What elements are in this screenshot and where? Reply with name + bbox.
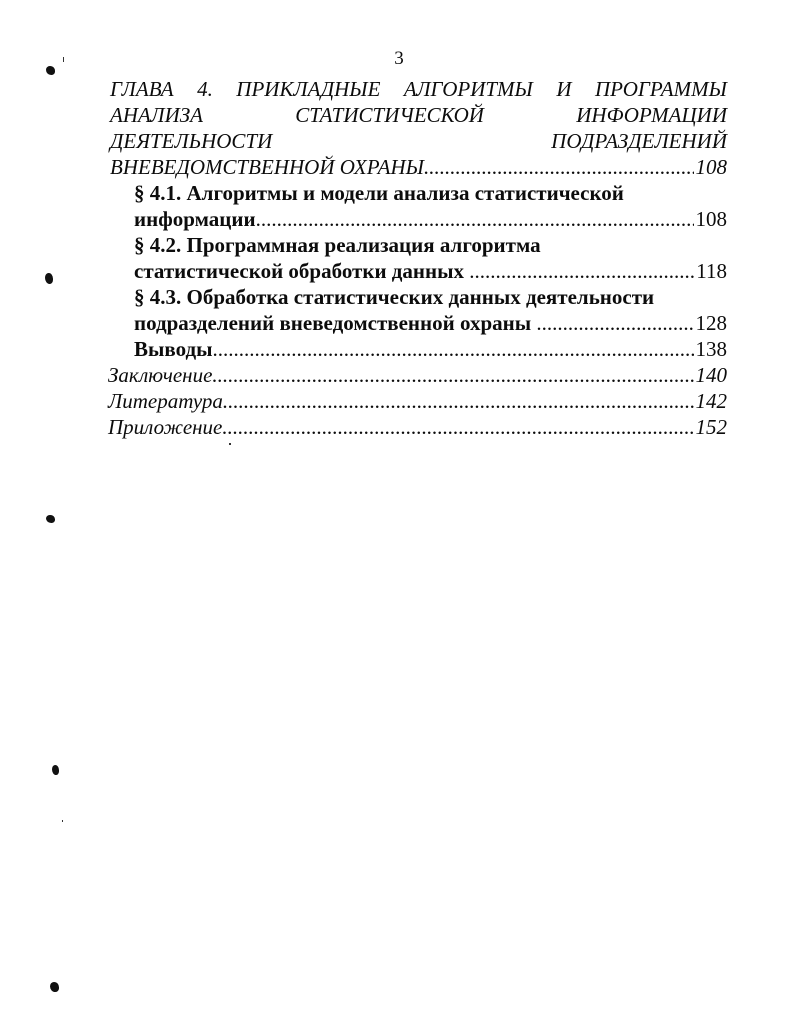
scan-speck [46,515,55,523]
section-4-2-entry[interactable] [110,258,727,284]
heading-word: ИНФОРМАЦИИ [576,103,727,127]
heading-word: АНАЛИЗА [110,103,204,127]
dot-leader [536,310,693,336]
heading-word: И [556,77,572,101]
heading-word: ДЕЯТЕЛЬНОСТИ [110,129,273,153]
scan-speck [52,765,59,775]
scan-speck [62,820,63,822]
dot-leader [213,336,694,362]
chapter-heading-line-2 [110,102,727,128]
section-4-1-title: § 4.1. Алгоритмы и модели анализа статистической [134,181,624,205]
section-4-2-title: § 4.2. Программная реализация алгоритма [134,233,541,257]
heading-word: СТАТИСТИЧЕСКОЙ [295,103,484,127]
literature-title: Литература [108,389,223,413]
section-4-3-page: 128 [695,311,727,335]
page-number: 3 [394,48,404,69]
chapter-heading-line-3 [110,128,727,154]
section-4-1-page: 108 [695,207,727,231]
heading-word: ГЛАВА [110,77,174,101]
chapter-entry[interactable] [110,154,727,180]
conclusion-page: 140 [695,363,727,387]
scan-speck [229,443,231,445]
dot-leader [424,154,694,180]
appendix-entry[interactable] [108,414,727,440]
literature-entry[interactable] [108,388,727,414]
dot-leader [223,388,694,414]
scan-speck [45,273,53,284]
literature-page: 142 [695,389,727,413]
conclusion-entry[interactable] [108,362,727,388]
table-of-contents [110,76,727,440]
conclusions-title: Выводы [134,337,213,361]
scan-speck [50,982,59,992]
conclusions-entry[interactable] [110,336,727,362]
appendix-title: Приложение [108,415,223,439]
heading-word: ПРИКЛАДНЫЕ [236,77,381,101]
heading-word: 4. [197,77,213,101]
heading-word: АЛГОРИТМЫ [403,77,533,101]
heading-word: ПРОГРАММЫ [595,77,727,101]
section-4-3-title-cont: подразделений вневедомственной охраны [134,311,537,335]
scan-speck [63,57,64,62]
appendix-page: 152 [695,415,727,439]
dot-leader [222,414,693,440]
heading-word: ПОДРАЗДЕЛЕНИЙ [551,129,727,153]
section-4-2-page: 118 [696,259,727,283]
scan-speck [46,66,55,75]
section-4-3-title: § 4.3. Обработка статистических данных деятельности [134,285,655,309]
conclusion-title: Заключение [108,363,213,387]
conclusions-page: 138 [695,337,727,361]
chapter-page: 108 [695,155,727,179]
dot-leader [212,362,693,388]
section-4-2-title-cont: статистической обработки данных [134,259,470,283]
dot-leader [256,206,694,232]
chapter-heading-line-4: ВНЕВЕДОМСТВЕННОЙ ОХРАНЫ [110,155,424,179]
section-4-1-title-cont: информации [134,207,256,231]
section-4-3-entry[interactable] [110,310,727,336]
chapter-heading-line-1 [110,76,727,102]
section-4-1-entry[interactable] [110,206,727,232]
dot-leader [469,258,694,284]
